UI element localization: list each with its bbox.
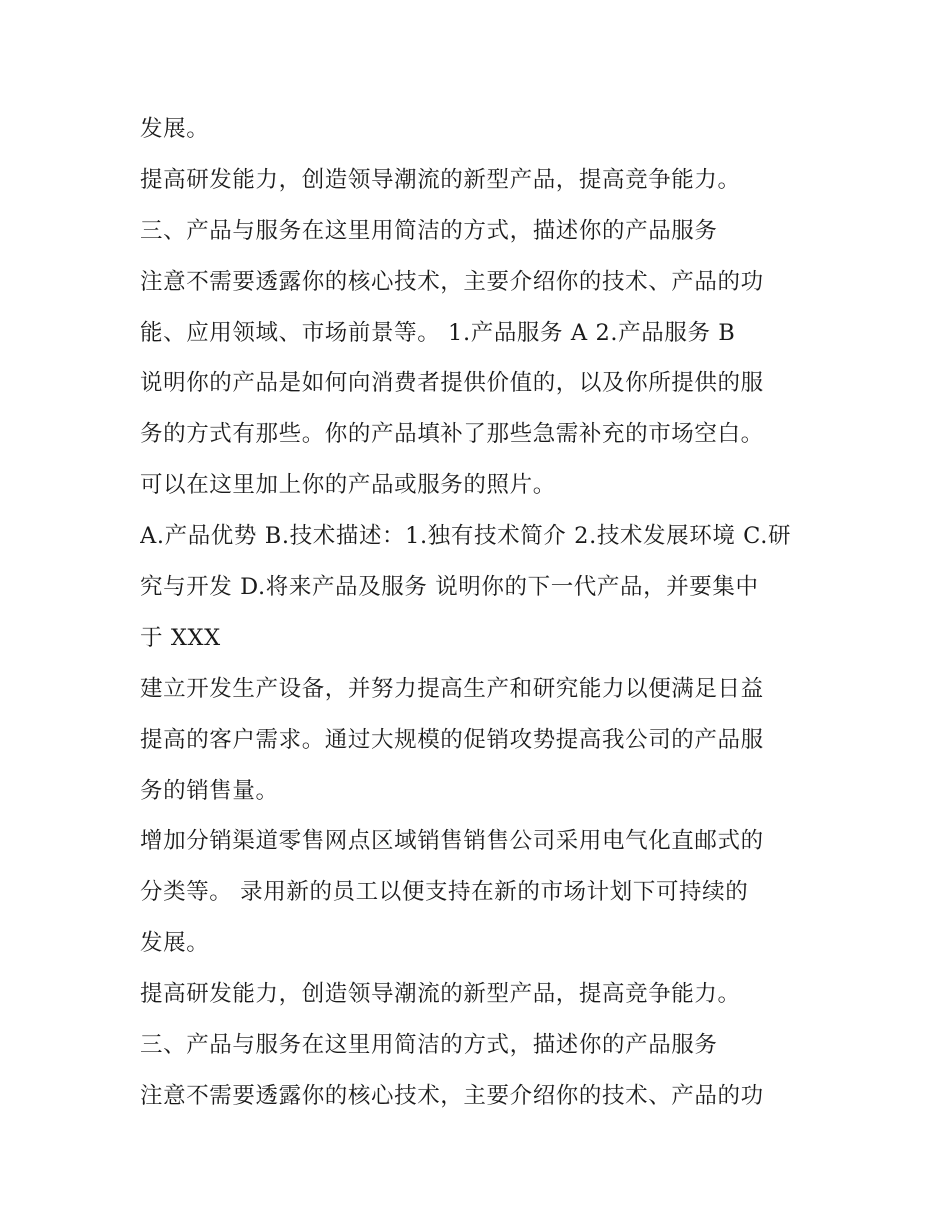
text-line: 说明你的产品是如何向消费者提供价值的，以及你所提供的服 [140,370,764,397]
body-text [140,104,820,1122]
text-line: 能、应用领域、市场前景等。 1.产品服务 A 2.产品服务 B [140,319,736,346]
text-line: 发展。 [140,930,210,957]
text-line: 注意不需要透露你的核心技术，主要介绍你的技术、产品的功 [140,1082,764,1109]
text-line: A.产品优势 B.技术描述：1.独有技术简介 2.技术发展环境 C.研 [140,523,792,550]
text-line: 务的方式有那些。你的产品填补了那些急需补充的市场空白。 [140,421,764,448]
text-line: 提高研发能力，创造领导潮流的新型产品，提高竞争能力。 [140,166,741,193]
text-line: 发展。 [140,116,210,142]
text-line: 提高研发能力，创造领导潮流的新型产品，提高竞争能力。 [140,981,741,1008]
text-line: 务的销售量。 [140,777,279,804]
text-line: 注意不需要透露你的核心技术，主要介绍你的技术、产品的功 [140,268,764,295]
text-line: 建立开发生产设备，并努力提高生产和研究能力以便满足日益 [140,675,764,702]
text-line: 可以在这里加上你的产品或服务的照片。 [140,472,556,499]
text-line: 增加分销渠道零售网点区域销售销售公司采用电气化直邮式的 [140,828,764,855]
text-line: 分类等。 录用新的员工以便支持在新的市场计划下可持续的 [140,879,749,906]
text-line: 提高的客户需求。通过大规模的促销攻势提高我公司的产品服 [140,726,764,753]
section-heading-line: 三、产品与服务在这里用简洁的方式，描述你的产品服务 [140,1032,718,1059]
section-heading-line: 三、产品与服务在这里用简洁的方式，描述你的产品服务 [140,217,718,244]
text-line: 究与开发 D.将来产品及服务 说明你的下一代产品，并要集中 [140,574,759,601]
text-line: 于 XXX [140,624,221,651]
